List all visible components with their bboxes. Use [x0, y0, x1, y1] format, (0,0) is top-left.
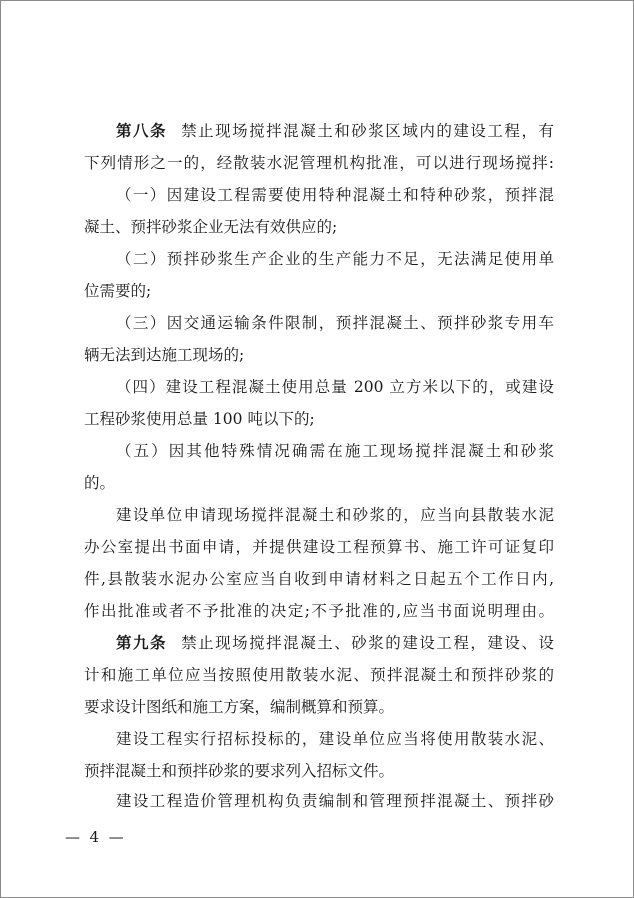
- article9-intro-line3: 要求设计图纸和施工方案，编制概算和预算。: [84, 698, 395, 716]
- article9-para2-line1: 建设工程实行招标投标的，建设单位应当将使用散装水泥、: [116, 730, 554, 748]
- page-number: — 4 —: [65, 828, 124, 846]
- article8-title: 第八条: [116, 121, 168, 140]
- article8-item3-line1: （三）因交通运输条件限制，预拌混凝土、预拌砂浆专用车: [116, 314, 554, 332]
- article8-item5-line1: （五）因其他特殊情况确需在施工现场搅拌混凝土和砂浆: [116, 442, 554, 460]
- article8-item3-line2: 辆无法到达施工现场的;: [84, 346, 245, 364]
- article8-item1-line2: 凝土、预拌砂浆企业无法有效供应的;: [84, 218, 338, 236]
- article9-title: 第九条: [116, 633, 168, 652]
- article8-intro-line1: 第八条 禁止现场搅拌混凝土和砂浆区域内的建设工程，有: [116, 121, 554, 140]
- article9-intro-line2: 计和施工单位应当按照使用散装水泥、预拌混凝土和预拌砂浆的: [84, 666, 554, 684]
- article8-para-line3: 件,县散装水泥办公室应当自收到申请材料之日起五个工作日内,: [84, 570, 554, 588]
- article9-para2-line2: 预拌混凝土和预拌砂浆的要求列入招标文件。: [84, 762, 395, 780]
- article8-para-line4: 作出批准或者不予批准的决定;不予批准的,应当书面说明理由。: [84, 602, 554, 620]
- article8-para-line1: 建设单位申请现场搅拌混凝土和砂浆的，应当向县散装水泥: [116, 506, 554, 524]
- article8-intro-line2: 下列情形之一的，经散装水泥管理机构批准，可以进行现场搅拌:: [84, 154, 554, 172]
- article9-para3-line1: 建设工程造价管理机构负责编制和管理预拌混凝土、预拌砂: [116, 792, 554, 810]
- article9-intro-line1: 第九条 禁止现场搅拌混凝土、砂浆的建设工程，建设、设: [116, 633, 554, 652]
- article8-para-line2: 办公室提出书面申请，并提供建设工程预算书、施工许可证复印: [84, 538, 554, 556]
- article8-item4-line2: 工程砂浆使用总量 100 吨以下的;: [84, 410, 315, 428]
- article8-item2-line1: （二）预拌砂浆生产企业的生产能力不足，无法满足使用单: [116, 250, 554, 268]
- article8-item4-line1: （四）建设工程混凝土使用总量 200 立方米以下的，或建设: [116, 378, 554, 396]
- article8-item5-line2: 的。: [84, 474, 116, 492]
- article8-item2-line2: 位需要的;: [84, 282, 152, 300]
- article8-item1-line1: （一）因建设工程需要使用特种混凝土和特种砂浆，预拌混: [116, 186, 554, 204]
